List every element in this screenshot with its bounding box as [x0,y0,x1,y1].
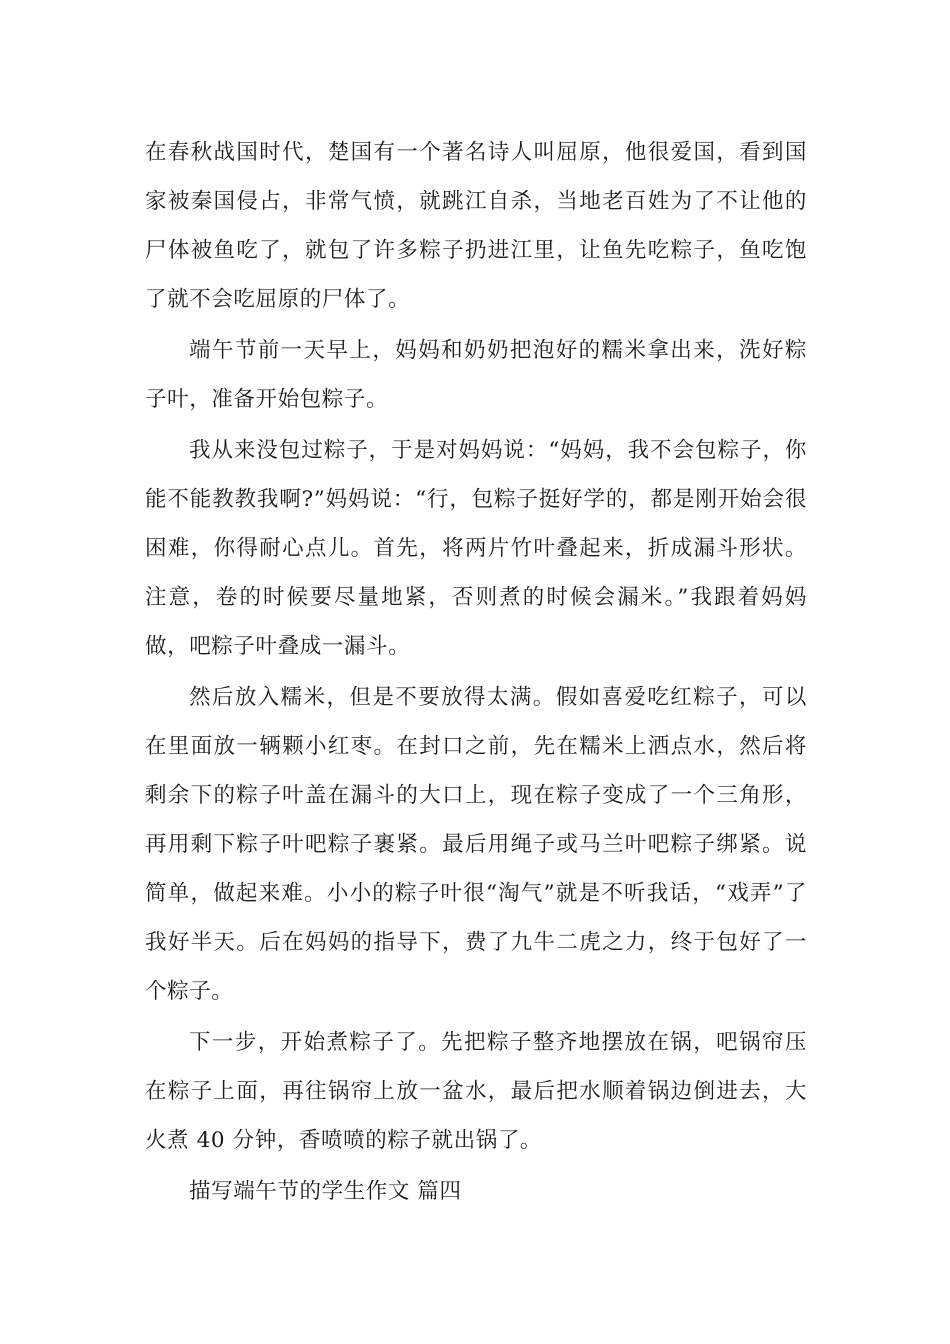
paragraph: 下一步，开始煮粽子了。先把粽子整齐地摆放在锅，吧锅帘压在粽子上面，再往锅帘上放一盆水，最后把水顺着锅边倒进去，大火煮 40 分钟，香喷喷的粽子就出锅了。 [145,1030,807,1153]
paragraph: 然后放入糯米，但是不要放得太满。假如喜爱吃红粽子，可以在里面放一辆颗小红枣。在封口之前，先在糯米上洒点水，然后将剩余下的粽子叶盖在漏斗的大口上，现在粽子变成了一个三角形，再用剩下粽子叶吧粽子裹紧。最后用绳子或马兰叶吧粽子绑紧。说简单，做起来难。小小的粽子叶很“淘气”就是不听我话，“戏弄”了我好半天。后在妈妈的指导下，费了九牛二虎之力，终于包好了一个粽子。 [145,685,807,1004]
paragraph: 我从来没包过粽子，于是对妈妈说：“妈妈，我不会包粽子，你能不能教教我啊?”妈妈说：“行，包粽子挺好学的，都是刚开始会很困难，你得耐心点儿。首先，将两片竹叶叠起来，折成漏斗形状。注意，卷的时候要尽量地紧，否则煮的时候会漏米。”我跟着妈妈做，吧粽子叶叠成一漏斗。 [145,438,807,659]
section-heading: 描写端午节的学生作文 篇四 [189,1179,462,1204]
paragraph-continued: 在春秋战国时代，楚国有一个著名诗人叫屈原，他很爱国，看到国家被秦国侵占，非常气愤，就跳江自杀，当地老百姓为了不让他的尸体被鱼吃了，就包了许多粽子扔进江里，让鱼先吃粽子，鱼吃饱了就不会吃屈原的尸体了。 [145,140,807,312]
paragraph: 端午节前一天早上，妈妈和奶奶把泡好的糯米拿出来，洗好粽子叶，准备开始包粽子。 [145,338,807,412]
article-body [145,128,807,1218]
